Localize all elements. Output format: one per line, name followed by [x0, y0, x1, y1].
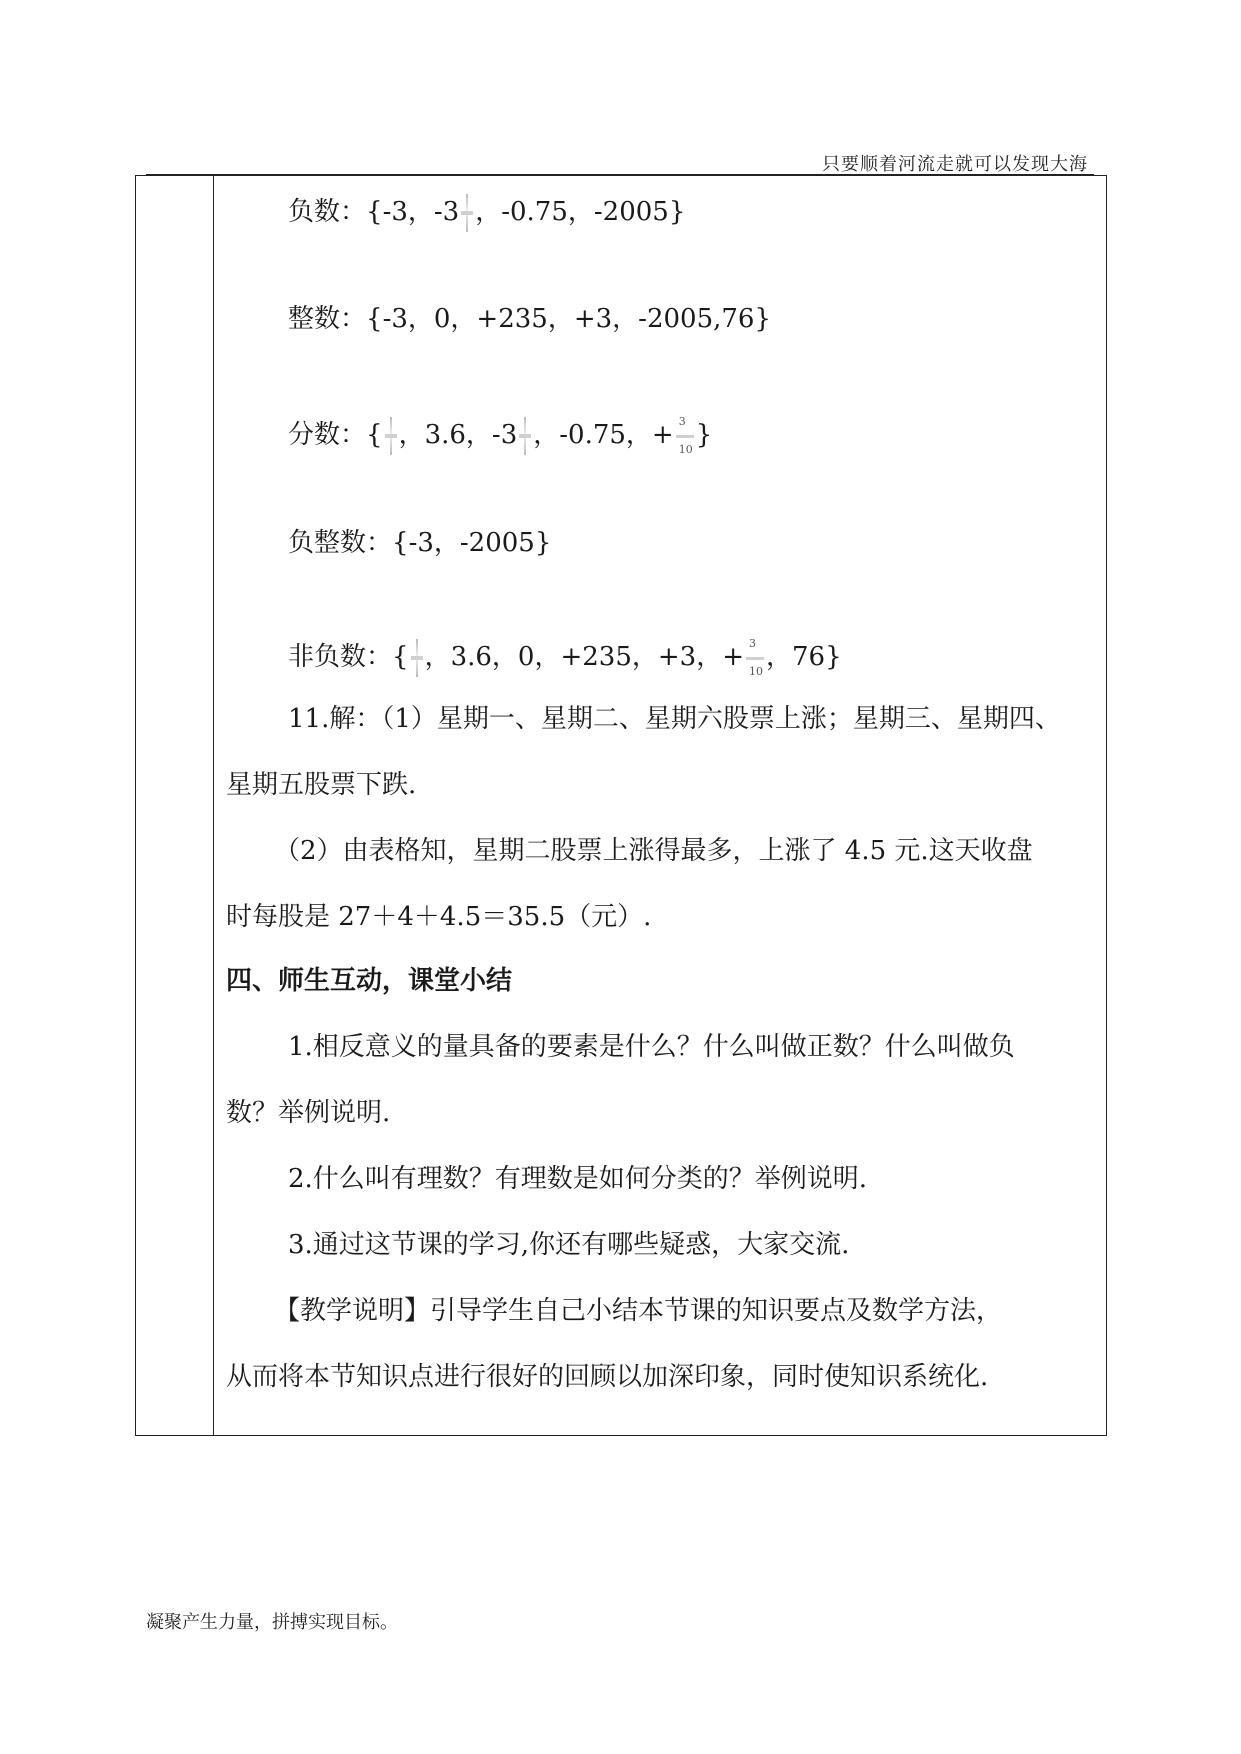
fraction-denominator: 10: [678, 443, 693, 456]
fraction-bar: [676, 435, 694, 438]
set-items: -3，0，+235，+3，-2005,76: [382, 304, 755, 334]
set-close-brace: }: [754, 304, 772, 334]
q11-line3: （2）由表格知，星期二股票上涨得最多，上涨了 4.5 元.这天收盘: [274, 836, 1033, 866]
q1-line2: 数？举例说明.: [226, 1098, 391, 1128]
fraction-numerator: 3: [678, 415, 686, 428]
q2-line: 2.什么叫有理数？有理数是如何分类的？举例说明.: [288, 1164, 868, 1194]
set-label: 非负数：: [288, 642, 393, 672]
set-close-brace: }: [825, 642, 842, 672]
set-integer: [288, 304, 771, 334]
set-label: 负数：: [288, 197, 367, 227]
q3-line: 3.通过这节课的学习,你还有哪些疑惑，大家交流.: [288, 1230, 850, 1260]
lesson-table: [135, 175, 1107, 1436]
fraction-glyph: [519, 417, 531, 455]
teaching-note-line2: 从而将本节知识点进行很好的回顾以加深印象，同时使知识系统化.: [226, 1362, 989, 1392]
set-close-brace: }: [534, 528, 552, 558]
set-items: ，3.6，0，+235，+3，+: [424, 642, 744, 672]
set-open-brace: {: [366, 420, 383, 450]
set-items: ，-0.75，-2005: [475, 197, 669, 227]
set-items: ，76: [765, 642, 826, 672]
set-open-brace: {: [366, 304, 383, 334]
set-items: -3: [433, 197, 460, 227]
set-close-brace: }: [668, 197, 686, 227]
table-content-cell: [214, 176, 1106, 1435]
set-close-brace: }: [695, 420, 713, 450]
fraction-three-tenths: [746, 638, 764, 678]
set-negative-integer: [288, 528, 551, 558]
q1-line1: 1.相反意义的量具备的要素是什么？什么叫做正数？什么叫做负: [288, 1032, 1015, 1062]
set-label: 整数：: [288, 304, 367, 334]
set-fraction: [288, 416, 712, 456]
set-open-brace: {: [392, 528, 409, 558]
set-items: -3，-2005: [408, 528, 535, 558]
page-header: 只要顺着河流走就可以发现大海: [822, 154, 1088, 175]
set-items: -3，: [382, 197, 434, 227]
table-left-column: [136, 176, 214, 1435]
fraction-bar: [746, 657, 764, 660]
set-open-brace: {: [392, 642, 409, 672]
fraction-glyph: [385, 417, 397, 455]
teaching-note-line1: 【教学说明】引导学生自己小结本节课的知识要点及数学方法，: [274, 1296, 1003, 1326]
q11-line1: 11.解：（1）星期一、星期二、星期六股票上涨；星期三、星期四、: [288, 704, 1061, 734]
set-label: 负整数：: [288, 528, 393, 558]
set-items: ，-0.75，+: [533, 420, 674, 450]
q11-line4: 时每股是 27＋4＋4.5＝35.5（元）.: [226, 902, 652, 932]
section4-heading: 四、师生互动，课堂小结: [226, 966, 513, 996]
set-items: ，3.6，-3: [398, 420, 518, 450]
set-open-brace: {: [366, 197, 383, 227]
set-negative: [288, 194, 685, 232]
fraction-glyph: [411, 639, 423, 677]
set-label: 分数：: [288, 420, 367, 450]
page-footer: 凝聚产生力量，拼搏实现目标。: [146, 1612, 398, 1633]
set-non-negative: [288, 638, 842, 678]
fraction-three-tenths: [676, 416, 694, 456]
q11-line2: 星期五股票下跌.: [226, 770, 417, 800]
fraction-glyph: [461, 194, 473, 232]
fraction-denominator: 10: [748, 665, 763, 678]
fraction-numerator: 3: [748, 637, 756, 650]
